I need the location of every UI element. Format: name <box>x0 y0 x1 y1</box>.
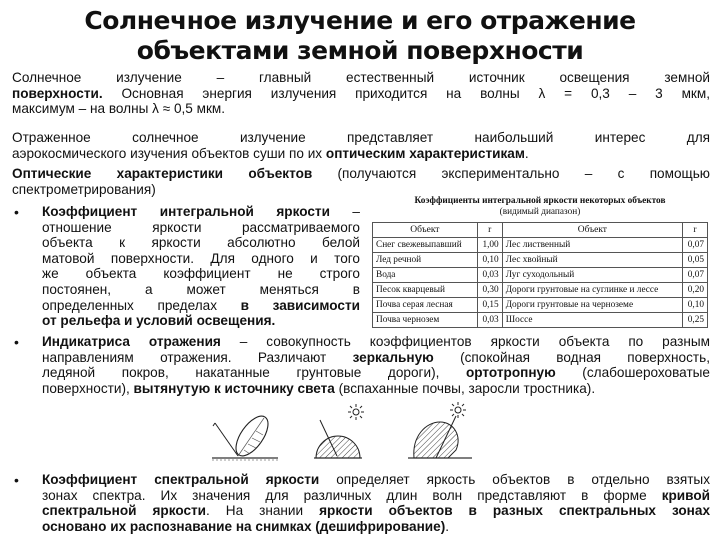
b2-line3: ледяной покров, накатанные грунтовые дороги), ортотропную (слабошероховатые <box>42 365 710 381</box>
table-row: Вода 0,03 Луг суходольный 0,07 <box>373 268 708 283</box>
b1-line2: отношение яркости рассматриваемого <box>42 219 360 235</box>
table-row: Песок кварцевый 0,30 Дороги грунтовые на суглинке и лессе 0,20 <box>373 283 708 298</box>
bullet-marker-1: • <box>14 204 19 220</box>
paragraph-optical-characteristics <box>12 166 710 197</box>
b3-line2: зонах спектра. Их значения для различных длин волн представляют в форме кривой <box>42 487 710 503</box>
p3-line1: Оптические характеристики объектов (получаются экспериментально – с помощью <box>12 166 710 181</box>
table-row: Снег свежевыпавший 1,00 Лес лиственный 0,07 <box>373 238 708 253</box>
p3-line2: спектрометрирования) <box>12 181 156 197</box>
b1-line4: матовой поверхности. Для одного и того <box>42 250 360 266</box>
bullet-integral-brightness <box>42 204 360 329</box>
b1-line3: объекта к яркости абсолютно белой <box>42 235 360 251</box>
b3-line4: основано их распознавание на снимках (дешифрирование). <box>42 518 450 534</box>
bullet-marker-3: • <box>14 472 19 488</box>
header-r-1: r <box>477 223 502 238</box>
table-row: Почва чернозем 0,03 Шоссе 0,25 <box>373 313 708 328</box>
table-header-row <box>373 223 708 238</box>
p2-line2: аэрокосмического изучения объектов суши по их оптическим характеристикам. <box>12 145 529 161</box>
p1-line3: максимум – на волны λ ≈ 0,5 мкм. <box>12 101 226 117</box>
table-row: Почва серая лесная 0,15 Дороги грунтовые на черноземе 0,10 <box>373 298 708 313</box>
b2-line2: направлениям отражения. Различают зеркальную (спокойная водная поверхность, <box>42 349 711 365</box>
sun-icon <box>348 404 364 420</box>
b1-line5: же объекта коэффициент не строго <box>42 266 360 282</box>
p1-line1: Солнечное излучение – главный естественный источник освещения земной <box>12 70 710 85</box>
b2-line4: поверхности), вытянутую к источнику света (вспаханные почвы, заросли тростника). <box>42 380 596 396</box>
specular-indicatrix-diagram <box>212 411 278 461</box>
title-line-1: Солнечное излучение и его отражение <box>84 6 636 35</box>
orthotropic-indicatrix-diagram <box>314 404 364 458</box>
b1-line6: постоянен, а может меняться в <box>42 281 360 297</box>
bullet-marker-2: • <box>14 334 19 350</box>
reflection-indicatrix-diagrams <box>0 398 720 468</box>
brightness-coefficient-table <box>372 222 708 328</box>
title-line-2: объектами земной поверхности <box>136 36 584 65</box>
p2-line1: Отраженное солнечное излучение представляет наибольший интерес для <box>12 130 710 145</box>
sun-icon <box>450 402 466 418</box>
b1-line7: определенных пределах в зависимости <box>42 297 360 313</box>
b3-line1: Коэффициент спектральной яркости определяет яркость объектов в отдельно взятых <box>42 472 710 487</box>
bullet-reflection-indicatrix <box>42 334 710 396</box>
header-object-1: Объект <box>373 223 478 238</box>
paragraph-solar-radiation <box>12 70 710 117</box>
header-object-2: Объект <box>502 223 682 238</box>
b1-line8: от рельефа и условий освещения. <box>42 313 276 329</box>
slide-title <box>40 6 680 66</box>
table-caption: Коэффициенты интегральной яркости некоторых объектов (видимый диапазон) <box>414 196 666 217</box>
elongated-indicatrix-diagram <box>408 402 472 458</box>
table-row: Лед речной 0,10 Лес хвойный 0,05 <box>373 253 708 268</box>
bullet-spectral-brightness <box>42 472 710 534</box>
header-r-2: r <box>683 223 708 238</box>
b3-line3: спектральной яркости. На знании яркости объектов в разных спектральных зонах <box>42 503 711 519</box>
b1-line1: Коэффициент интегральной яркости – <box>42 204 360 219</box>
p1-line2: поверхности. Основная энергия излучения приходится на волны λ = 0,3 – 3 мкм, <box>12 85 710 101</box>
b2-line1: Индикатриса отражения – совокупность коэффициентов яркости объекта по разным <box>42 334 710 349</box>
paragraph-reflected-radiation <box>12 130 710 161</box>
